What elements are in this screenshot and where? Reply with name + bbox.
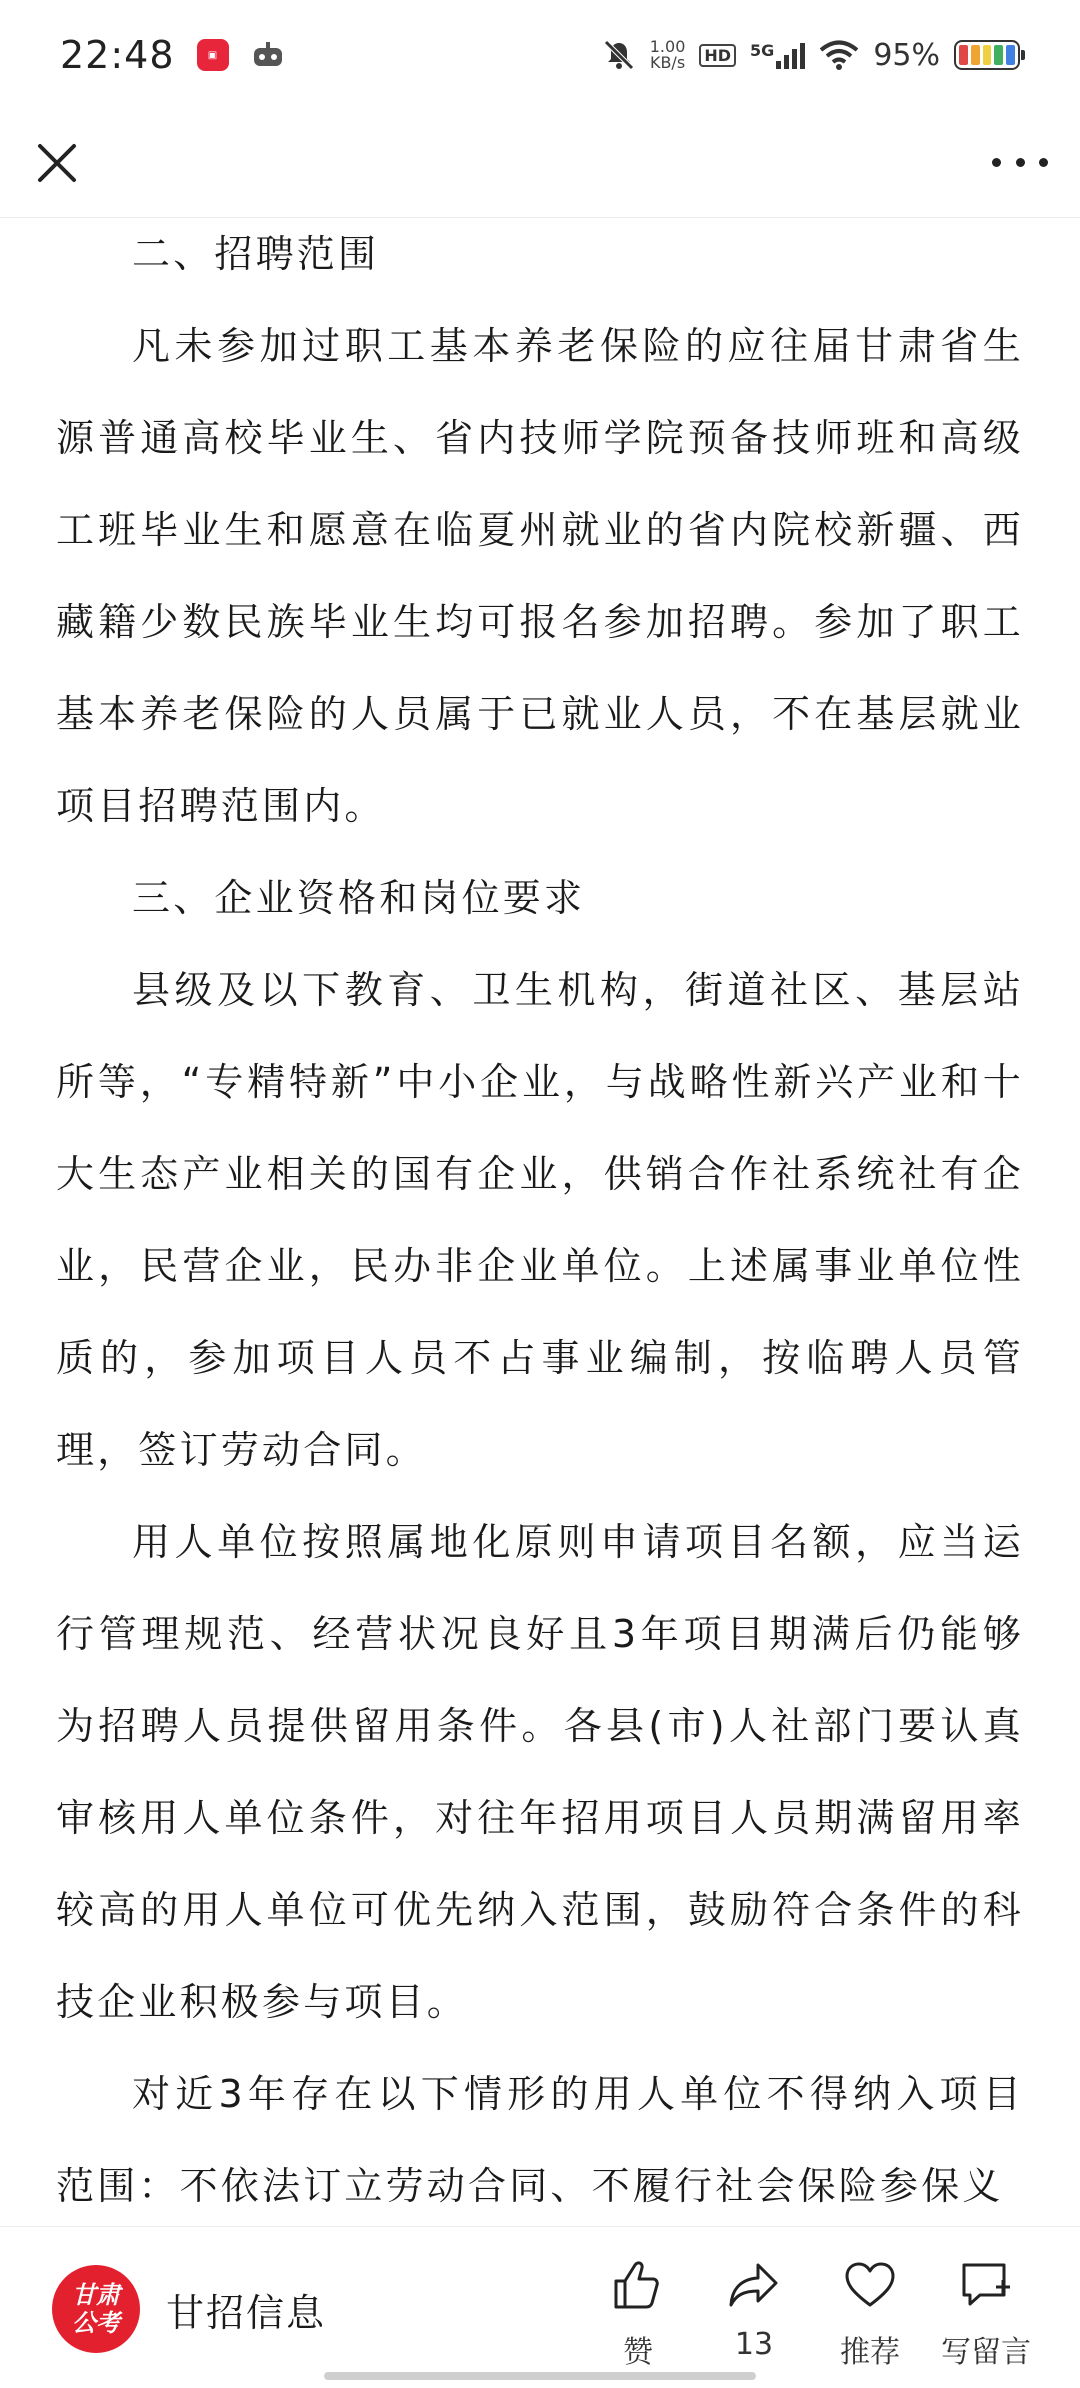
more-icon[interactable] bbox=[992, 140, 1048, 184]
account-logo[interactable] bbox=[52, 2265, 140, 2353]
action-group bbox=[580, 2257, 1044, 2371]
hd-badge: HD bbox=[699, 44, 736, 67]
battery-percent: 95% bbox=[873, 37, 940, 73]
share-icon bbox=[726, 2257, 782, 2313]
logo-line2: 公考 bbox=[72, 2309, 120, 2337]
signal-icon bbox=[776, 41, 805, 69]
status-time: 22:48 bbox=[60, 33, 175, 77]
share-count: 13 bbox=[734, 2327, 774, 2362]
article-paragraph: 对近3年存在以下情形的用人单位不得纳入项目范围：不依法订立劳动合同、不履行社会保险参保义 bbox=[56, 2072, 1024, 2208]
wifi-icon bbox=[819, 39, 859, 71]
section-heading: 三、企业资格和岗位要求 bbox=[132, 876, 586, 920]
logo-line1: 甘肃 bbox=[72, 2281, 120, 2309]
net-speed-value: 1.00 bbox=[649, 37, 686, 56]
article-paragraph: 凡未参加过职工基本养老保险的应往届甘肃省生源普通高校毕业生、省内技师学院预备技师班和高级工班毕业生和愿意在临夏州就业的省内院校新疆、西藏籍少数民族毕业生均可报名参加招聘。参加了职工基本养老保险的人员属于已就业人员，不在基层就业项目招聘范围内。 bbox=[56, 324, 1024, 828]
status-bar bbox=[0, 0, 1080, 110]
article-content bbox=[56, 208, 1024, 2216]
network-signal bbox=[750, 41, 805, 69]
recommend-button[interactable] bbox=[812, 2257, 928, 2371]
like-label: 赞 bbox=[623, 2335, 653, 2370]
thumbs-up-icon bbox=[610, 2257, 666, 2313]
app-badge-icon: ▣ bbox=[197, 39, 229, 71]
status-right bbox=[602, 38, 1020, 73]
comment-label: 写留言 bbox=[941, 2335, 1031, 2370]
comment-icon bbox=[958, 2257, 1014, 2313]
home-indicator[interactable] bbox=[324, 2372, 756, 2380]
net-speed bbox=[650, 39, 686, 71]
account-name[interactable]: 甘招信息 bbox=[166, 2290, 327, 2335]
net-speed-unit: KB/s bbox=[649, 53, 686, 72]
bottom-bar bbox=[0, 2226, 1080, 2388]
status-left bbox=[60, 33, 285, 77]
share-button[interactable] bbox=[696, 2257, 812, 2371]
heart-icon bbox=[842, 2257, 898, 2313]
network-label: 5G bbox=[750, 41, 775, 60]
like-button[interactable] bbox=[580, 2257, 696, 2371]
close-icon[interactable] bbox=[32, 138, 82, 188]
game-controller-icon bbox=[251, 40, 285, 70]
article-paragraph: 用人单位按照属地化原则申请项目名额，应当运行管理规范、经营状况良好且3年项目期满后仍能够为招聘人员提供留用条件。各县(市)人社部门要认真审核用人单位条件，对往年招用项目人员期满留用率较高的用人单位可优先纳入范围，鼓励符合条件的科技企业积极参与项目。 bbox=[56, 1520, 1024, 2024]
article-paragraph: 县级及以下教育、卫生机构，街道社区、基层站所等，“专精特新”中小企业，与战略性新兴产业和十大生态产业相关的国有企业，供销合作社系统社有企业，民营企业，民办非企业单位。上述属事业单位性质的，参加项目人员不占事业编制，按临聘人员管理，签订劳动合同。 bbox=[56, 968, 1024, 1472]
mute-bell-icon bbox=[602, 38, 636, 72]
recommend-label: 推荐 bbox=[840, 2335, 900, 2370]
section-heading: 二、招聘范围 bbox=[132, 232, 380, 276]
account-info[interactable] bbox=[52, 2265, 326, 2353]
comment-button[interactable] bbox=[928, 2257, 1044, 2371]
top-nav bbox=[0, 110, 1080, 218]
battery-icon bbox=[954, 40, 1020, 70]
